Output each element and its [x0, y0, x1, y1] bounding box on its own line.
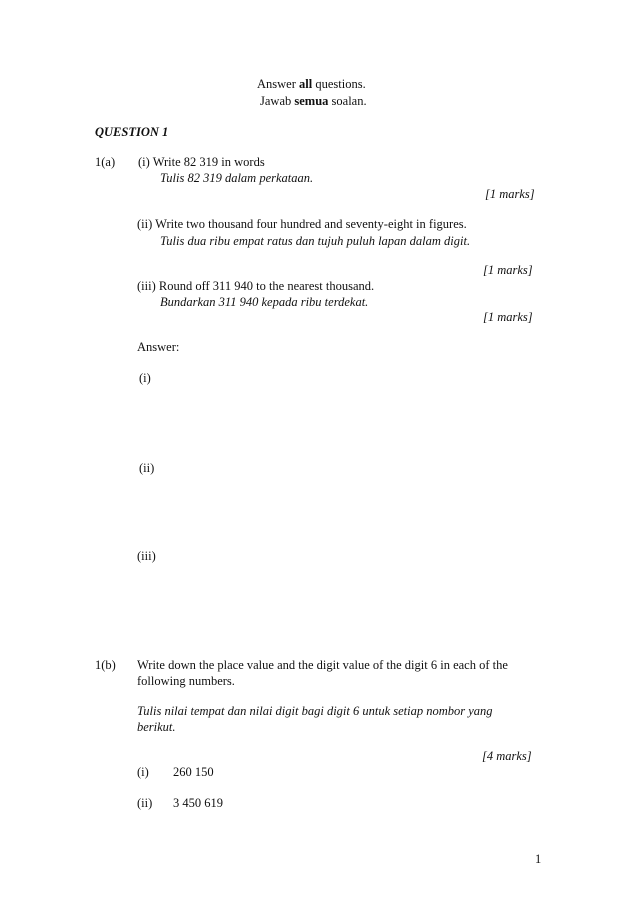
question-1b-english-line1: Write down the place value and the digit value of the digit 6 in each of the [137, 658, 508, 672]
question-1a-iii-english: (iii) Round off 311 940 to the nearest thousand. [137, 279, 375, 293]
question-1a-i-malay: Tulis 82 319 dalam perkataan. [160, 171, 314, 185]
question-1b-i-value: 260 150 [173, 765, 214, 779]
question-1a-ii-english: (ii) Write two thousand four hundred and seventy-eight in figures. [137, 217, 467, 231]
question-1a-iii-malay: Bundarkan 311 940 kepada ribu terdekat. [160, 295, 369, 309]
question-1b-ii-value: 3 450 619 [173, 796, 223, 810]
question-1a-ii-malay: Tulis dua ribu empat ratus dan tujuh puluh lapan dalam digit. [160, 234, 471, 248]
question-1b-marks: [4 marks] [482, 749, 532, 763]
question-1a-i-marks: [1 marks] [485, 187, 535, 201]
question-1b-malay-line2: berikut. [137, 720, 176, 734]
question-1b-english-line2: following numbers. [137, 674, 235, 688]
instruction-english-emphasis: all [299, 77, 313, 91]
question-1b-ii-label: (ii) [137, 796, 153, 810]
instruction-malay-emphasis: semua [294, 94, 329, 108]
question-1b-i-label: (i) [137, 765, 149, 779]
answer-iii-label: (iii) [137, 549, 156, 563]
question-title: QUESTION 1 [95, 125, 169, 139]
answer-ii-label: (ii) [139, 461, 155, 475]
page-number: 1 [535, 852, 542, 866]
question-1b-number: 1(b) [95, 658, 116, 672]
question-1b-malay-line1: Tulis nilai tempat dan nilai digit bagi digit 6 untuk setiap nombor yang [137, 704, 493, 718]
instruction-malay: Jawab semua soalan. [260, 94, 367, 108]
answer-label: Answer: [137, 340, 180, 354]
question-1a-i-english: (i) Write 82 319 in words [138, 155, 265, 169]
question-1a-number: 1(a) [95, 155, 116, 169]
question-1a-ii-marks: [1 marks] [483, 263, 533, 277]
answer-i-label: (i) [139, 371, 151, 385]
question-1a-iii-marks: [1 marks] [483, 310, 533, 324]
instruction-english: Answer all questions. [257, 77, 366, 91]
